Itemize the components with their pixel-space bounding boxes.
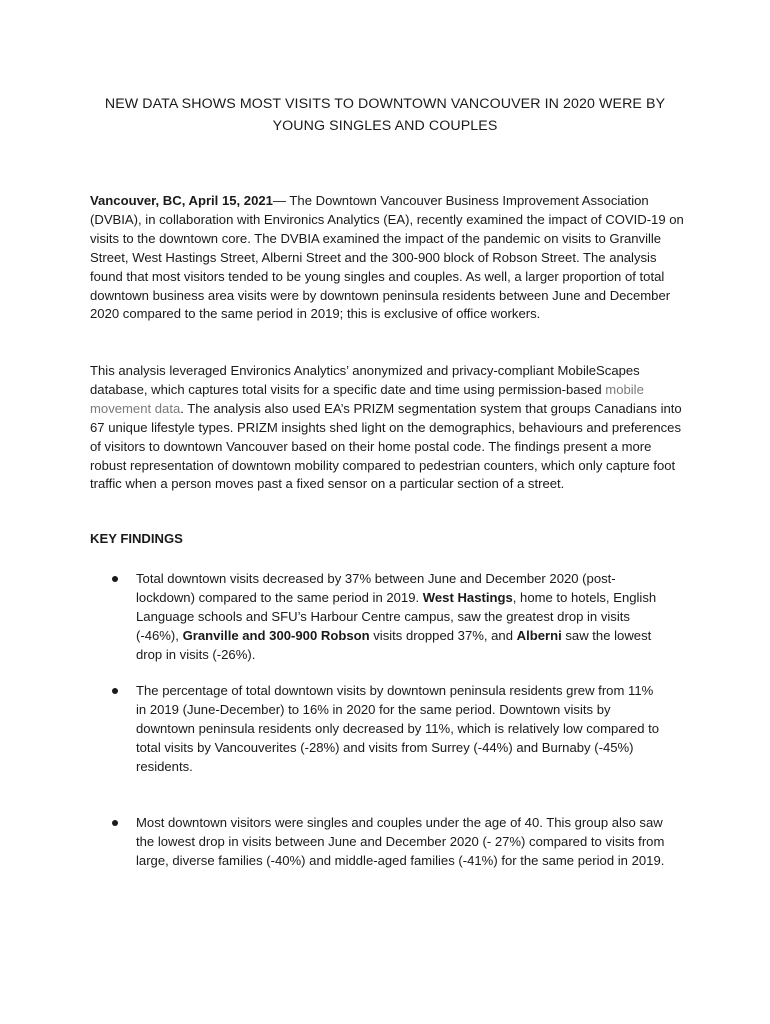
finding-text-part: saw the lowest drop in visits (-26%). <box>136 627 652 662</box>
west-hastings-emphasis: West Hastings <box>422 589 513 605</box>
key-findings-heading: KEY FINDINGS <box>90 531 183 546</box>
finding-text: Most downtown visitors were singles and couples under the age of 40. This group also saw the lowest drop in visits between June and December 2020 (- 27%) compared to visits from large, diverse families (-40%) and middle-aged families (-41%) for the same period in 2019. <box>136 815 665 868</box>
finding-text <box>136 570 666 665</box>
finding-text-part: Total downtown visits decreased by 37% between June and December 2020 (post-lockdown) compared to the same period in 2019. <box>136 571 616 605</box>
analysis-paragraph <box>90 362 688 494</box>
granville-robson-emphasis: Granville and 300-900 Robson <box>182 627 370 643</box>
intro-body: — The Downtown Vancouver Business Improvement Association (DVBIA), in collaboration with Environics Analytics (EA), recently examined the impact of COVID-19 on visits to the downtown core. The DVBIA examined the impact of the pandemic on visits to Granville Street, West Hastings Street, Alberni Street and the 300-900 block of Robson Street. The analysis found that most visitors tended to be young singles and couples. As well, a larger proportion of total downtown business area visits were by downtown peninsula residents between June and December 2020 compared to the same period in 2019; this is exclusive of office workers. <box>90 193 684 322</box>
finding-text: The percentage of total downtown visits by downtown peninsula residents grew from 11% in 2019 (June-December) to 16% in 2020 for the same period. Downtown visits by downtown peninsula residents only decreased by 11%, which is relatively low compared to total visits by Vancouverites (-28%) and visits from Surrey (-44%) and Burnaby (-45%) residents. <box>136 683 660 774</box>
analysis-text-1: This analysis leveraged Environics Analytics’ anonymized and privacy-compliant MobileScapes database, which captures total visits for a specific date and time using permission-based <box>90 363 640 397</box>
alberni-emphasis: Alberni <box>516 627 562 643</box>
intro-paragraph <box>90 192 688 324</box>
bullet-icon <box>112 576 118 582</box>
finding-text-part: visits dropped 37%, and <box>369 627 517 643</box>
mobile-movement-data-link[interactable]: mobile movement data <box>90 381 644 416</box>
analysis-text-2: . The analysis also used EA’s PRIZM segmentation system that groups Canadians into 67 unique lifestyle types. PRIZM insights shed light on the demographics, behaviours and preferences of visitors to downtown Vancouver based on their home postal code. The findings present a more robust representation of downtown mobility compared to pedestrian counters, which only capture foot traffic when a person moves past a fixed sensor on a particular section of a street. <box>90 400 682 492</box>
dateline: Vancouver, BC, April 15, 2021 <box>90 193 273 208</box>
bullet-icon <box>112 688 118 694</box>
finding-text-part: , home to hotels, English Language schools and SFU’s Harbour Centre campus, saw the greatest drop in visits (-46%), <box>136 589 657 643</box>
document-title: NEW DATA SHOWS MOST VISITS TO DOWNTOWN VANCOUVER IN 2020 WERE BY YOUNG SINGLES AND COUPLES <box>104 96 666 134</box>
bullet-icon <box>112 820 118 826</box>
